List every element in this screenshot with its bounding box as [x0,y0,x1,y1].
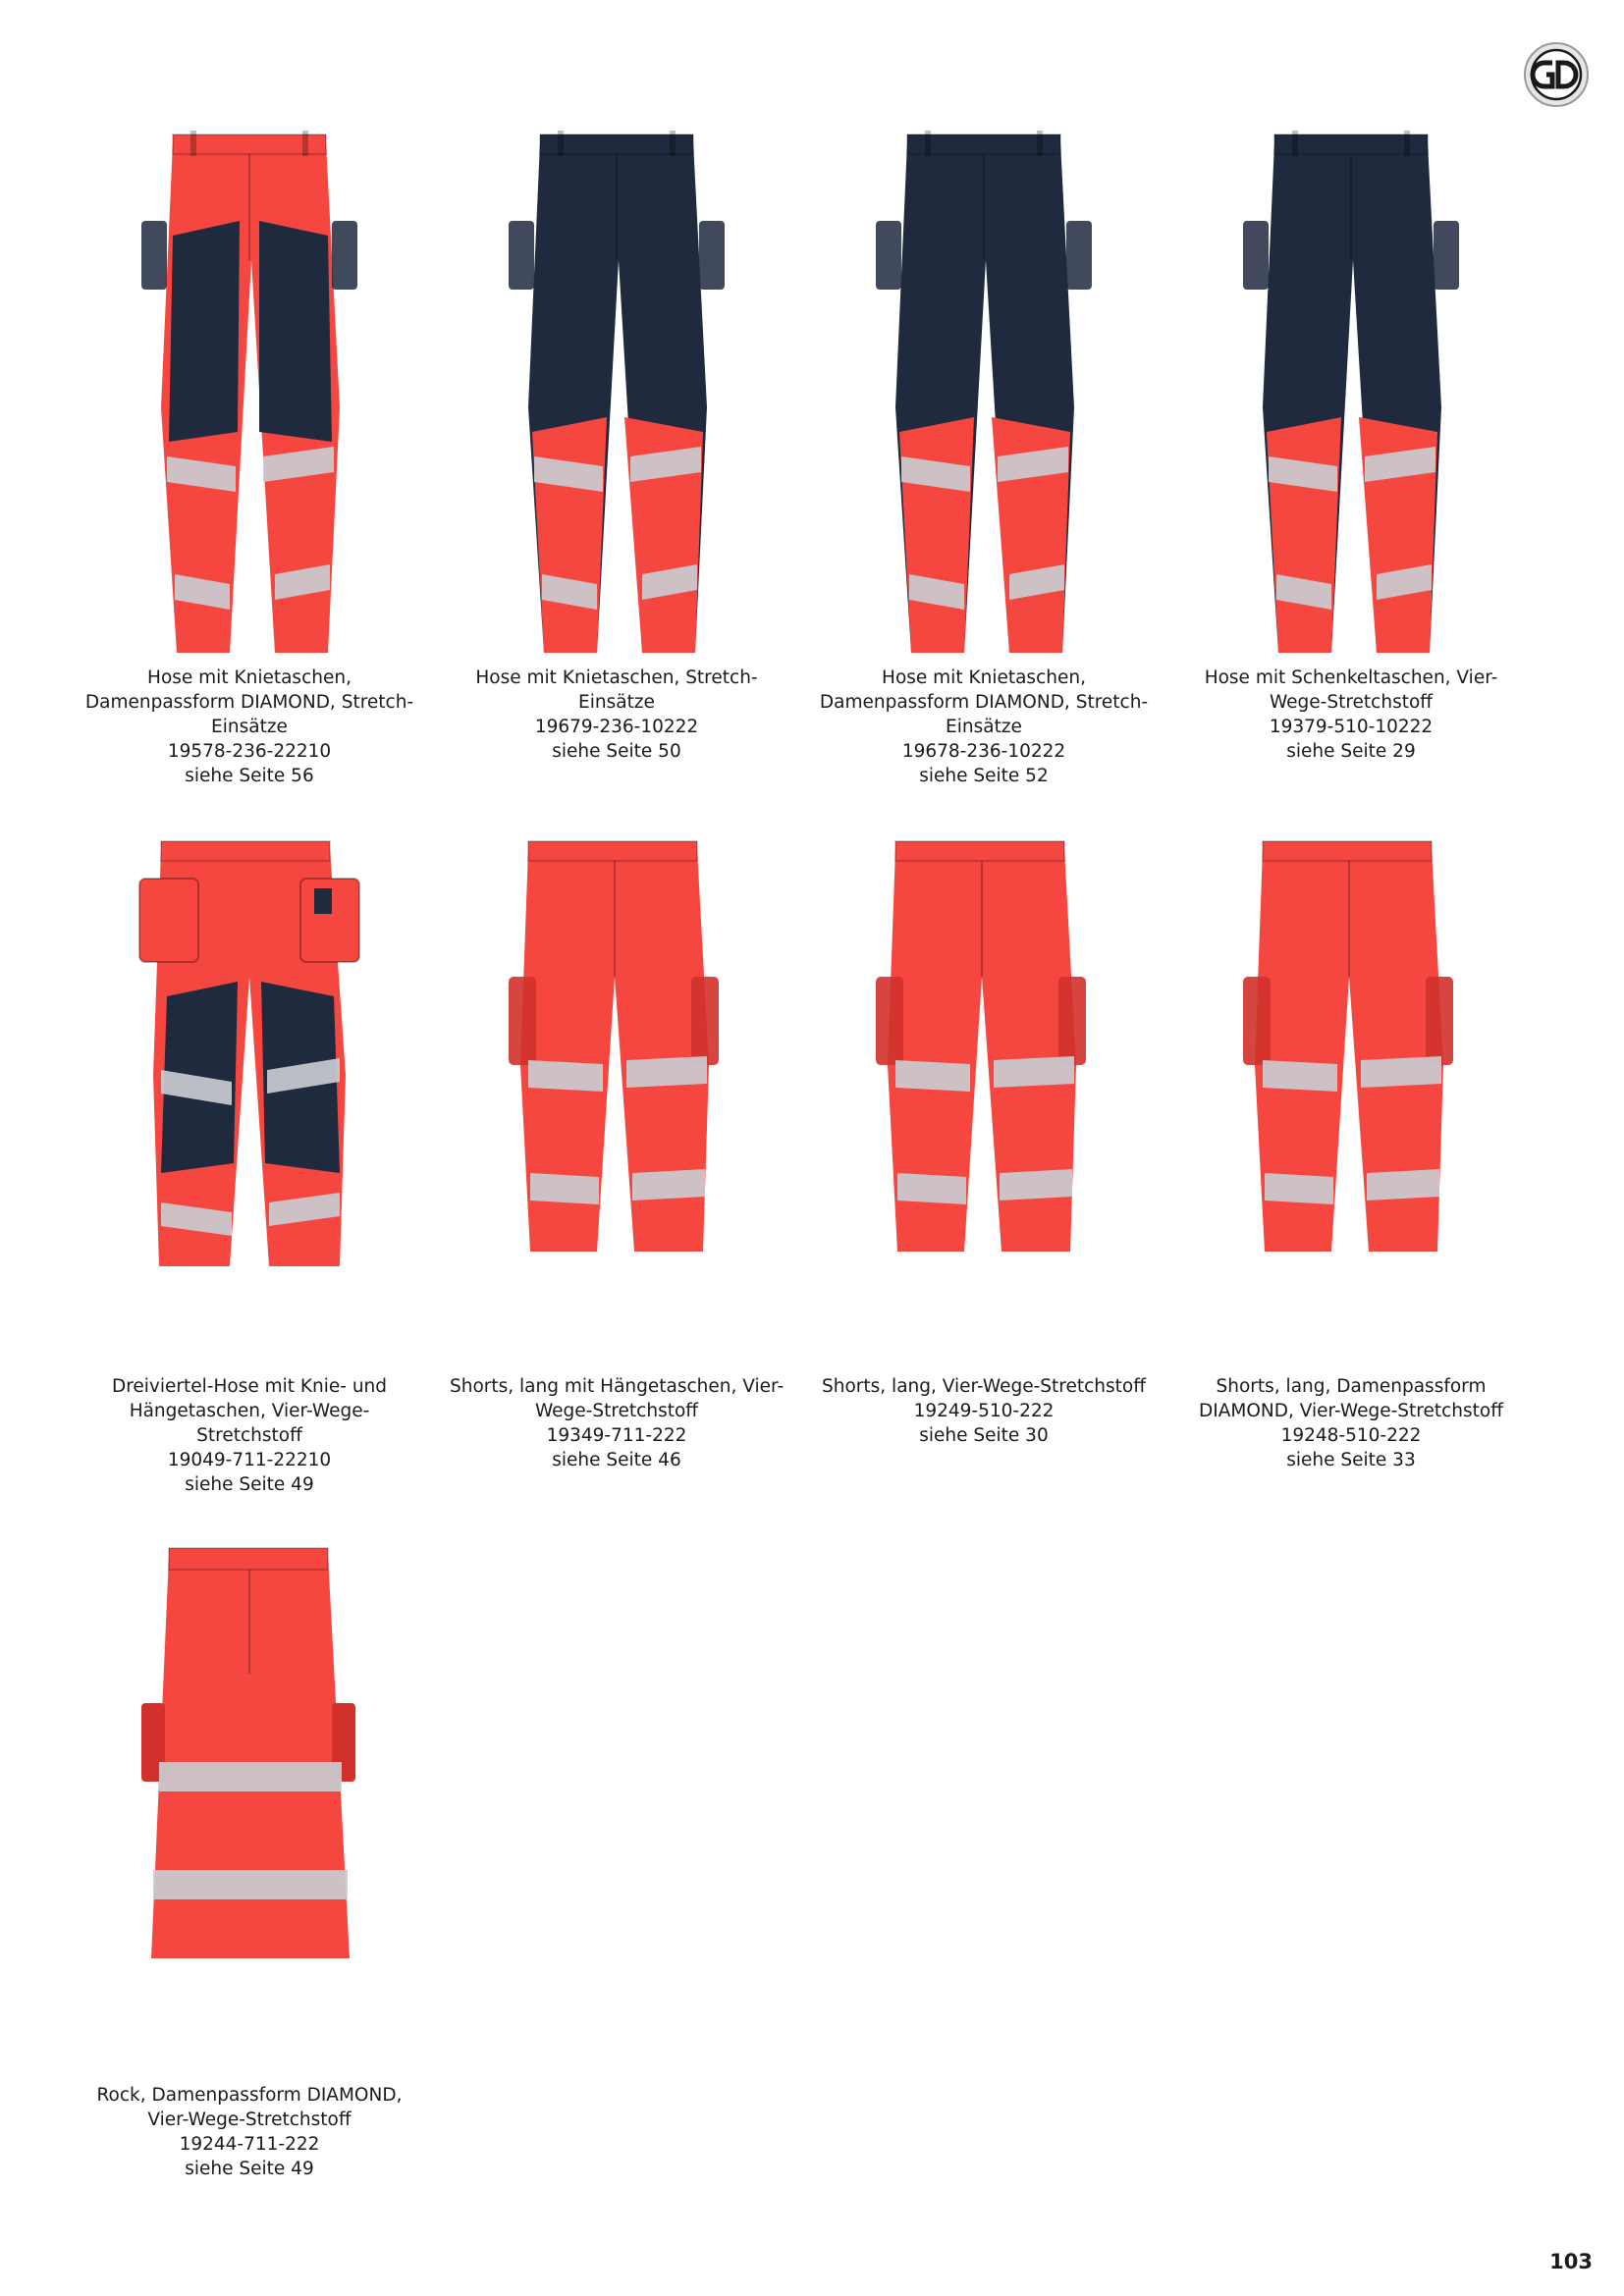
caption-line: Wege-Stretchstoff [1269,692,1434,713]
product-image[interactable] [82,1526,416,2076]
product-card[interactable] [1184,820,1518,1369]
article-number: 19578-236-22210 [167,741,332,762]
product-image[interactable] [82,113,416,663]
product-card[interactable] [450,113,784,663]
product-image[interactable] [1184,820,1518,1369]
trousers-illustration [1184,113,1518,663]
caption-line: Hängetaschen, Vier-Wege- [129,1401,370,1421]
shorts-illustration [1184,820,1518,1369]
product-caption [817,1374,1151,1448]
product-card[interactable] [82,113,416,663]
threequarter-illustration [82,820,416,1369]
article-number: 19379-510-10222 [1269,717,1434,737]
article-number: 19678-236-10222 [901,741,1066,762]
product-caption [450,666,784,764]
product-caption [817,666,1151,788]
caption-line: Dreiviertel-Hose mit Knie- und [111,1376,388,1397]
caption-line: Wege-Stretchstoff [534,1401,699,1421]
product-caption [1184,666,1518,764]
trousers-illustration [82,113,416,663]
gd-logo-icon [1523,41,1590,108]
skirt-illustration [82,1526,416,2076]
page-reference[interactable]: siehe Seite 33 [1286,1450,1416,1470]
product-caption [450,1374,784,1472]
caption-line: Einsätze [211,717,288,737]
caption-line: Hose mit Knietaschen, [882,667,1086,688]
product-card[interactable] [450,820,784,1369]
caption-line: Hose mit Knietaschen, Stretch- [475,667,758,688]
article-number: 19679-236-10222 [534,717,699,737]
article-number: 19349-711-222 [546,1425,687,1446]
page-reference[interactable]: siehe Seite 50 [552,741,681,762]
product-caption [82,2083,416,2181]
page-reference[interactable]: siehe Seite 29 [1286,741,1416,762]
product-card[interactable] [817,113,1151,663]
trousers-illustration [817,113,1151,663]
page-reference[interactable]: siehe Seite 49 [185,2159,314,2179]
caption-line: Rock, Damenpassform DIAMOND, [96,2085,403,2106]
product-card[interactable] [817,820,1151,1369]
trousers-illustration [450,113,784,663]
product-image[interactable] [1184,113,1518,663]
page-reference[interactable]: siehe Seite 46 [552,1450,681,1470]
product-card[interactable] [82,1526,416,2076]
article-number: 19248-510-222 [1280,1425,1422,1446]
product-image[interactable] [450,820,784,1369]
product-image[interactable] [82,820,416,1369]
caption-line: Damenpassform DIAMOND, Stretch- [819,692,1149,713]
page-reference[interactable]: siehe Seite 52 [919,766,1049,786]
article-number: 19249-510-222 [913,1401,1055,1421]
product-caption [1184,1374,1518,1472]
product-image[interactable] [817,820,1151,1369]
page-reference[interactable]: siehe Seite 49 [185,1474,314,1495]
product-image[interactable] [817,113,1151,663]
caption-line: Hose mit Knietaschen, [147,667,352,688]
caption-line: Hose mit Schenkeltaschen, Vier- [1204,667,1498,688]
page-number: 103 [1549,2250,1593,2273]
caption-line: Shorts, lang mit Hängetaschen, Vier- [450,1376,785,1397]
shorts-illustration [817,820,1151,1369]
page-reference[interactable]: siehe Seite 56 [185,766,314,786]
article-number: 19049-711-22210 [167,1450,332,1470]
product-caption [82,666,416,788]
page-reference[interactable]: siehe Seite 30 [919,1425,1049,1446]
caption-line: Shorts, lang, Damenpassform [1216,1376,1487,1397]
article-number: 19244-711-222 [179,2134,320,2155]
product-card[interactable] [1184,113,1518,663]
product-caption [82,1374,416,1497]
caption-line: Shorts, lang, Vier-Wege-Stretchstoff [822,1376,1146,1397]
product-image[interactable] [450,113,784,663]
shorts-illustration [450,820,784,1369]
caption-line: Vier-Wege-Stretchstoff [147,2109,352,2130]
caption-line: Einsätze [578,692,655,713]
caption-line: Damenpassform DIAMOND, Stretch- [84,692,414,713]
caption-line: Stretchstoff [196,1425,302,1446]
product-card[interactable] [82,820,416,1369]
caption-line: DIAMOND, Vier-Wege-Stretchstoff [1199,1401,1503,1421]
caption-line: Einsätze [946,717,1022,737]
